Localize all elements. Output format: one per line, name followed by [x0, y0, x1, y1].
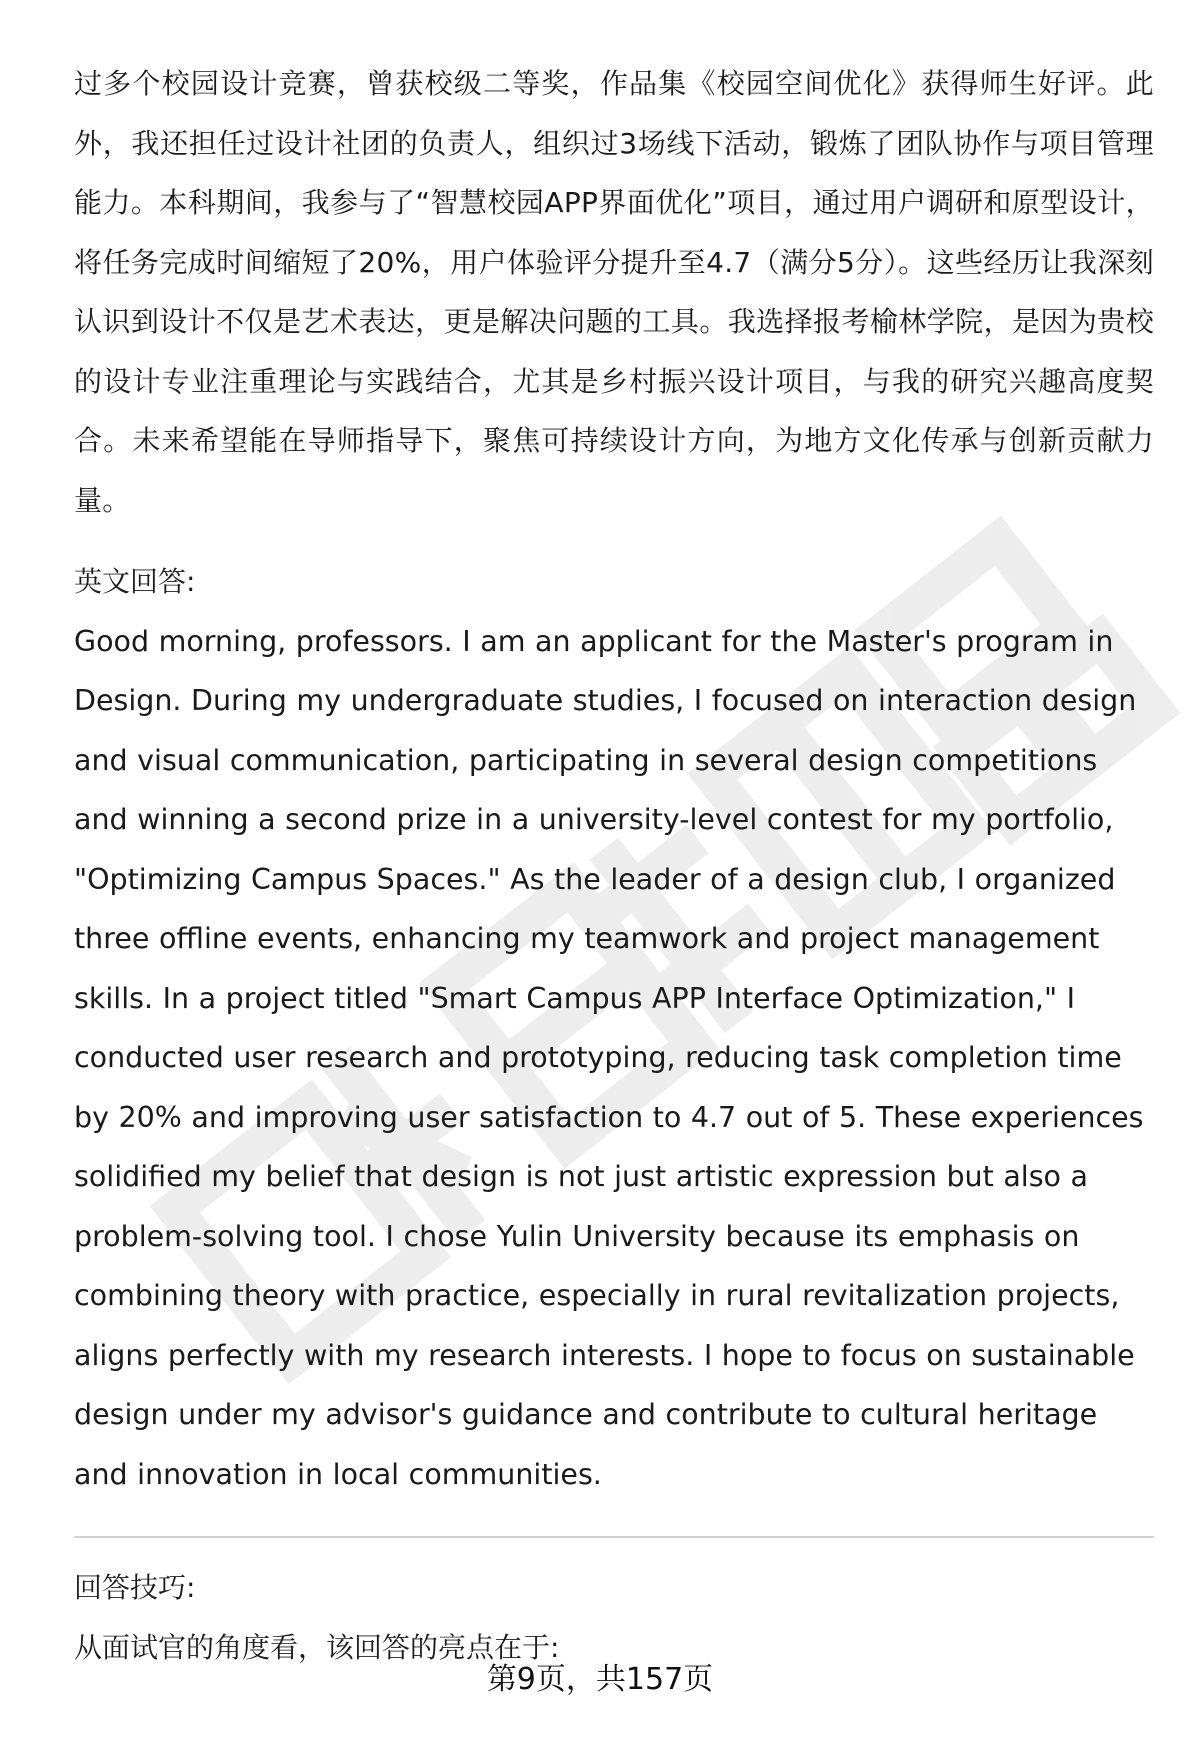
english-answer-text: Good morning, professors. I am an applicant for the Master's program in Design. During my undergraduate studies, I focused on interaction design and visual communication, participating in several design competitions and winning a second prize in a university-level contest for my portfolio, "Optimizing Campus Spaces." As the leader of a design club, I organized three offline events, enhancing my teamwork and project management skills. In a project titled "Smart Campus APP Interface Optimization," I conducted user research and prototyping, reducing task completion time by 20% and improving user satisfaction to 4.7 out of 5. These experiences solidified my belief that design is not just artistic expression but also a problem-solving tool. I chose Yulin University because its emphasis on combining theory with practice, especially in rural revitalization projects, aligns perfectly with my research interests. I hope to focus on sustainable design under my advisor's guidance and contribute to cultural heritage and innovation in local communities. — [74, 624, 1144, 1491]
answer-tips-intro: 从面试官的角度看，该回答的亮点在于: — [74, 1630, 560, 1664]
document-page — [74, 54, 1154, 1677]
chinese-answer-text: 过多个校园设计竞赛，曾获校级二等奖，作品集《校园空间优化》获得师生好评。此外，我还担任过设计社团的负责人，组织过3场线下活动，锻炼了团队协作与项目管理能力。本科期间，我参与了“智慧校园APP界面优化”项目，通过用户调研和原型设计，将任务完成时间缩短了20%，用户体验评分提升至4.7（满分5分）。这些经历让我深刻认识到设计不仅是艺术表达，更是解决问题的工具。我选择报考榆林学院，是因为贵校的设计专业注重理论与实践结合，尤其是乡村振兴设计项目，与我的研究兴趣高度契合。未来希望能在导师指导下，聚焦可持续设计方向，为地方文化传承与创新贡献力量。 — [74, 67, 1154, 517]
answer-tips-label: 回答技巧: — [74, 1571, 196, 1604]
english-answer-label: 英文回答: — [74, 565, 196, 598]
page-number: 第9页，共157页 — [486, 1662, 714, 1697]
section-divider — [74, 1536, 1154, 1538]
